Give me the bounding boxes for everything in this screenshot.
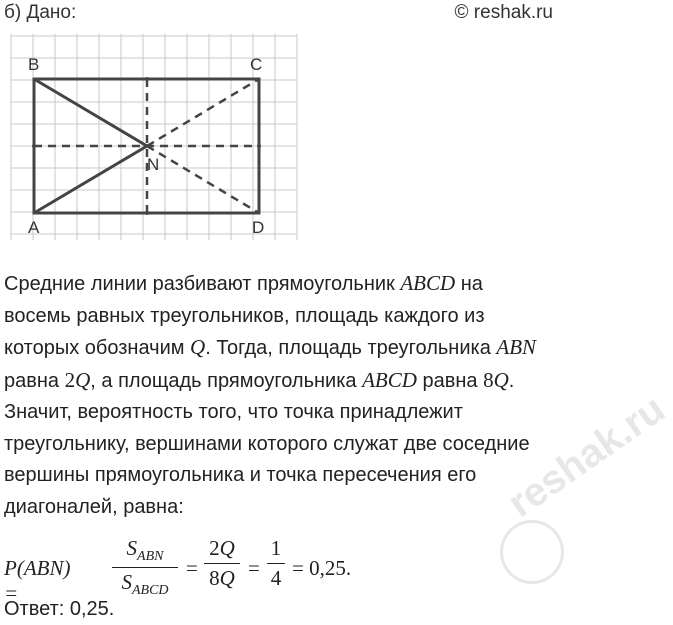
label-c: C [250, 55, 263, 74]
solution-paragraph-2: Значит, вероятность того, что точка принадлежит треугольнику, вершинами которого служат две соседние вершины прямоугольника и точка пересечения его диагоналей, равна: [4, 401, 530, 518]
formula-lhs: P(ABN) = [4, 556, 71, 605]
formula-result: = 0,25. [292, 556, 352, 580]
answer-line: Ответ: 0,25. [4, 598, 115, 620]
copyright-label: © reshak.ru [454, 2, 553, 23]
fraction-q: 2Q 8Q [204, 536, 240, 591]
fraction-areas: $S_{ABN}$ $S_{ABCD}$ [112, 536, 178, 599]
header-title: б) Дано: [4, 2, 77, 23]
watermark-text: reshak.ru [500, 386, 673, 527]
watermark-logo [500, 520, 564, 584]
label-b: B [28, 55, 40, 74]
label-n: N [147, 155, 160, 174]
label-d: D [252, 218, 265, 237]
solution-paragraph: Средние линии разбивают прямоугольник ABCD на восемь равных треугольников, площадь каждого из которых обозначим Q. Тогда, площадь треугольника ABN равна 2Q, а площадь прямоугольника ABCD равна 8Q. Значит, вероятность того, что точка принадлежит треугольнику, вершинами которого служат две соседние вершины прямоугольника и точка пересечения его диагоналей, равна: [4, 271, 537, 518]
fraction-quarter: 1 4 [267, 536, 285, 591]
label-a: A [28, 218, 40, 237]
rectangle-figure [0, 0, 559, 260]
